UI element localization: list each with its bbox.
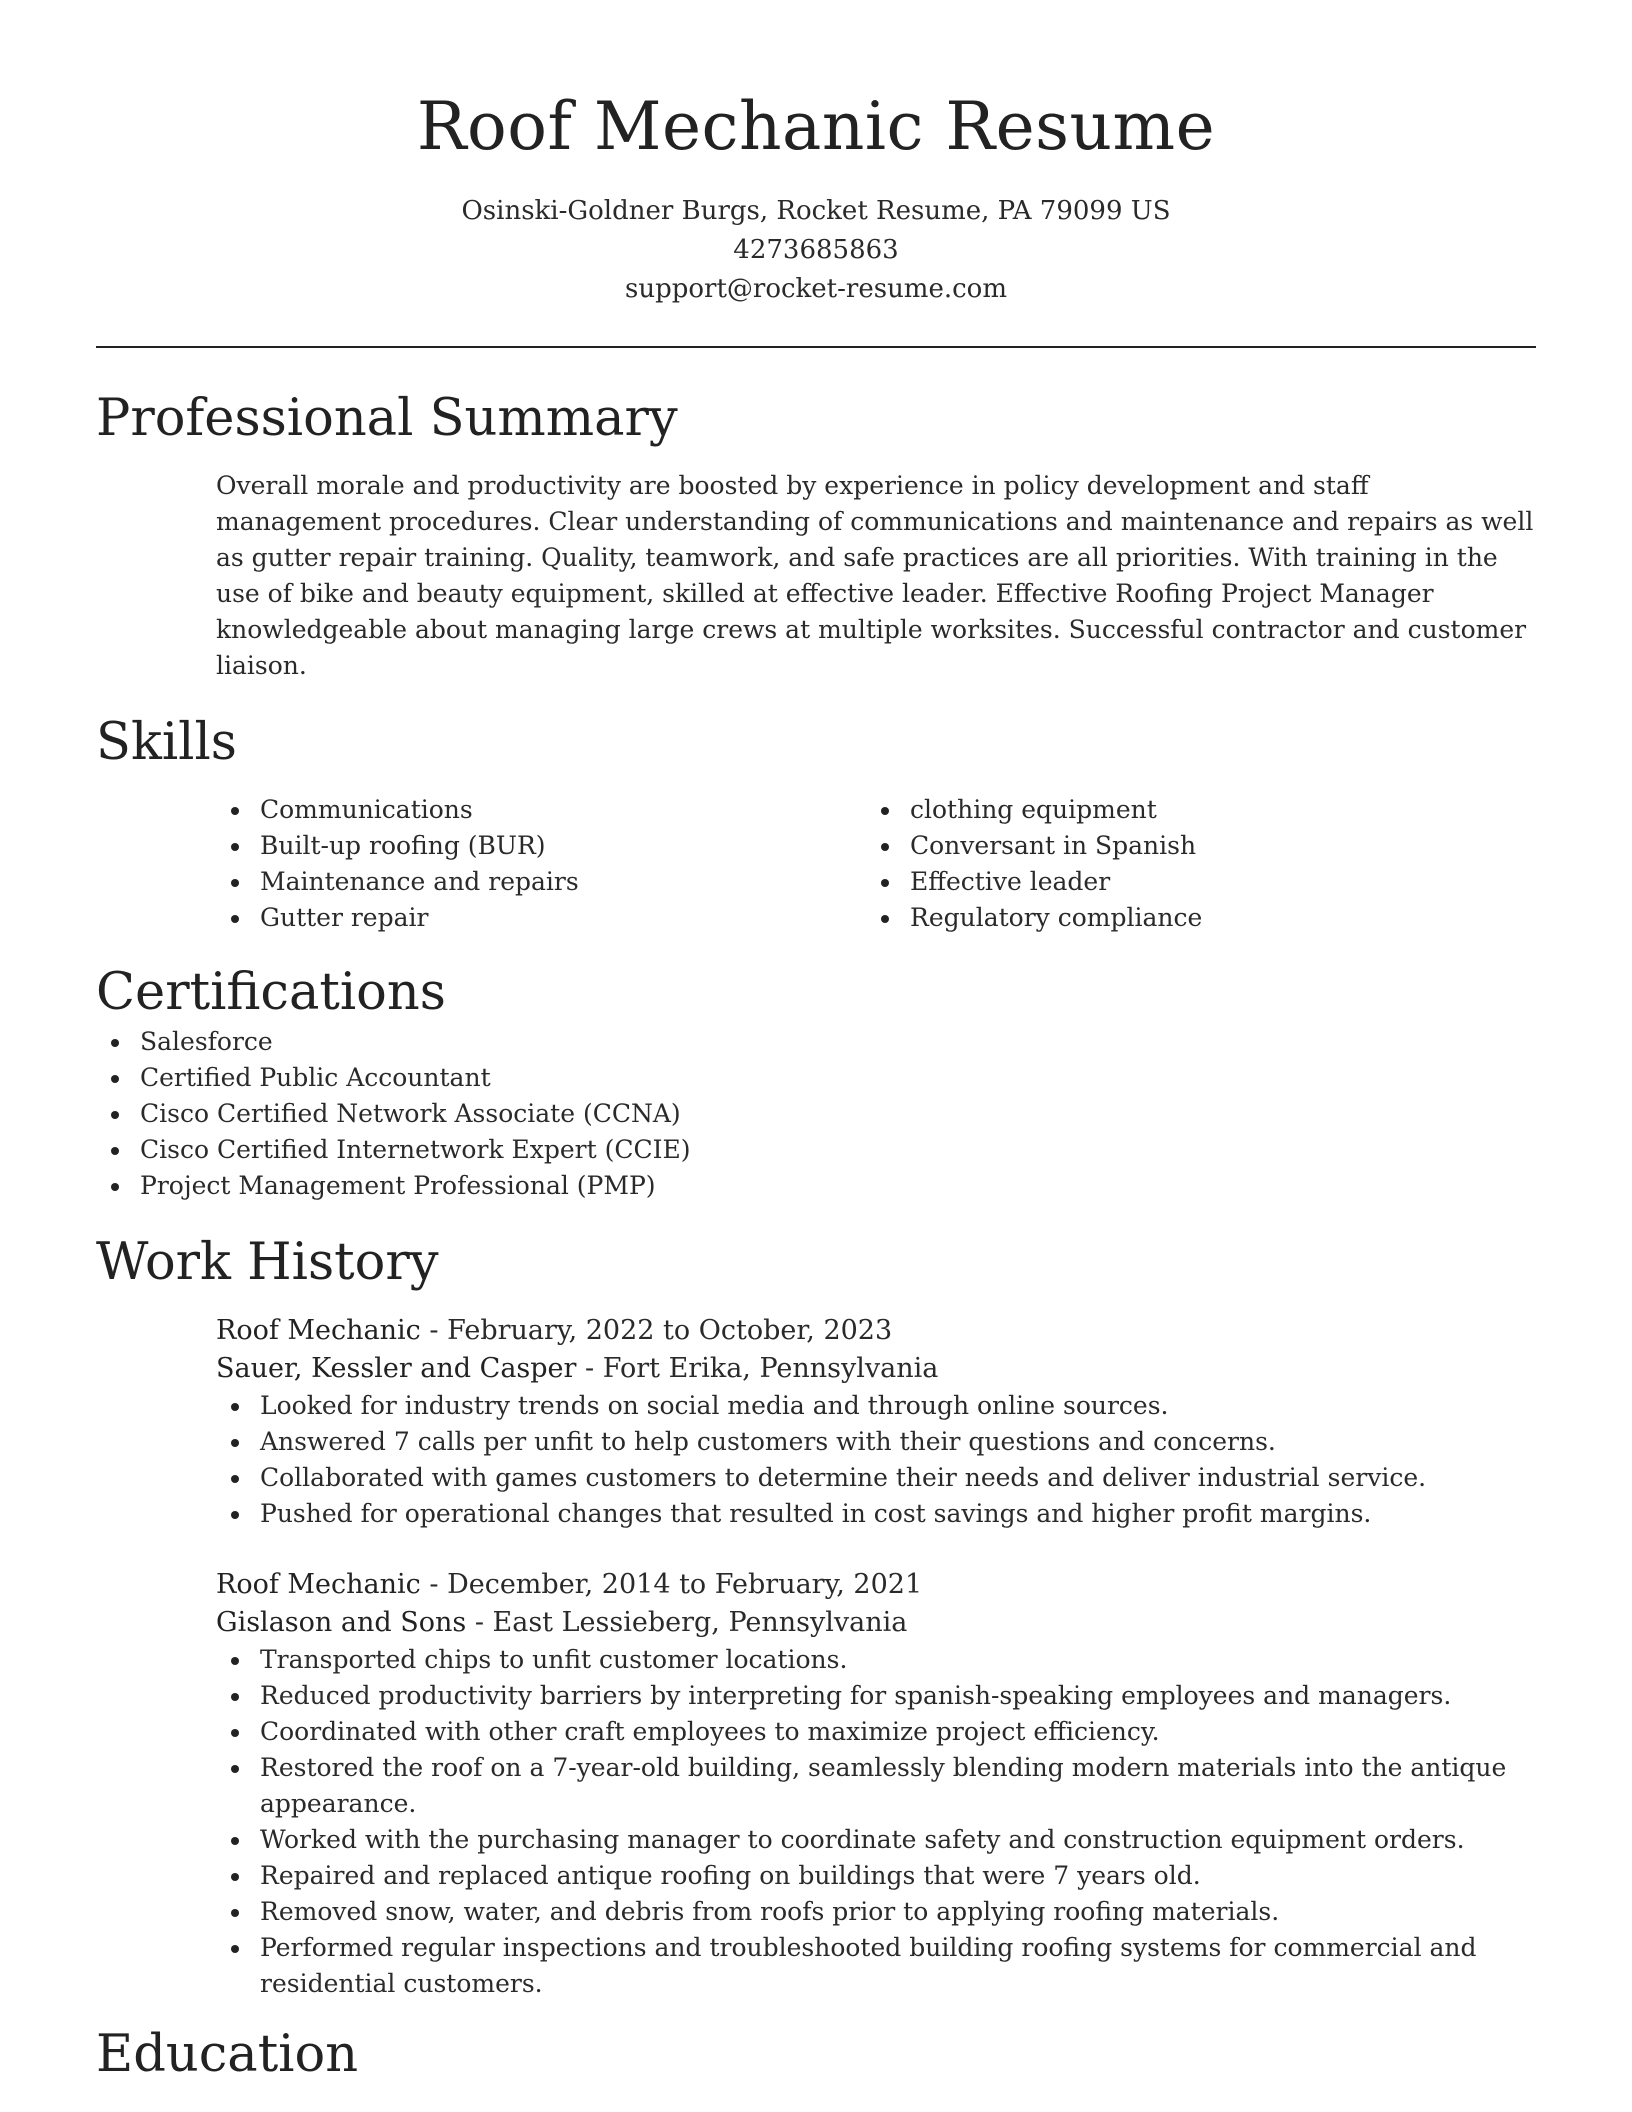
job-company: Sauer, Kessler and Casper (216, 1353, 577, 1384)
job-responsibilities (216, 1642, 1536, 2002)
professional-summary-heading: Professional Summary (96, 389, 678, 448)
header-divider (96, 346, 1536, 348)
resume-page (96, 0, 1536, 2086)
responsibility-item: Repaired and replaced antique roofing on buildings that were 7 years old. (216, 1858, 1536, 1894)
certification-item: Project Management Professional (PMP) (96, 1168, 1536, 1204)
certification-item: Certified Public Accountant (96, 1060, 1536, 1096)
skill-item: Built-up roofing (BUR) (216, 828, 866, 864)
responsibility-item: Transported chips to unfit customer locations. (216, 1642, 1536, 1678)
responsibility-item: Reduced productivity barriers by interpreting for spanish-speaking employees and managers. (216, 1678, 1536, 1714)
responsibility-item: Collaborated with games customers to determine their needs and deliver industrial service. (216, 1460, 1536, 1496)
certification-item: Cisco Certified Internetwork Expert (CCIE) (96, 1132, 1536, 1168)
certification-item: Cisco Certified Network Associate (CCNA) (96, 1096, 1536, 1132)
job-title: Roof Mechanic (216, 1315, 421, 1346)
skills-list (216, 792, 1536, 936)
job-title: Roof Mechanic (216, 1569, 421, 1600)
responsibility-item: Removed snow, water, and debris from roofs prior to applying roofing materials. (216, 1894, 1536, 1930)
job-dates: - February, 2022 to October, 2023 (420, 1315, 893, 1346)
certification-item: Salesforce (96, 1024, 1536, 1060)
resume-title: Roof Mechanic Resume (416, 88, 1216, 165)
skill-item: Gutter repair (216, 900, 866, 936)
responsibility-item: Coordinated with other craft employees to maximize project efficiency. (216, 1714, 1536, 1750)
responsibility-item: Answered 7 calls per unfit to help customers with their questions and concerns. (216, 1424, 1536, 1460)
job-dates: - December, 2014 to February, 2021 (420, 1569, 923, 1600)
responsibility-item: Pushed for operational changes that resulted in cost savings and higher profit margins. (216, 1496, 1536, 1532)
skill-item: Regulatory compliance (866, 900, 1516, 936)
skills-column-left (216, 792, 866, 936)
skill-item: clothing equipment (866, 792, 1516, 828)
job-location: - Fort Erika, Pennsylvania (576, 1353, 939, 1384)
skills-heading: Skills (96, 713, 237, 772)
job-company-line (216, 1350, 1536, 1388)
job-title-line (216, 1312, 1536, 1350)
certifications-heading: Certifications (96, 963, 446, 1022)
job-company: Gislason and Sons (216, 1607, 467, 1638)
skill-item: Conversant in Spanish (866, 828, 1516, 864)
job-company-line (216, 1604, 1536, 1642)
education-heading: Education (96, 2025, 359, 2084)
job-location: - East Lessieberg, Pennsylvania (466, 1607, 908, 1638)
contact-phone: 4273685863 (733, 235, 899, 265)
skill-item: Effective leader (866, 864, 1516, 900)
contact-block (96, 192, 1536, 309)
skill-item: Maintenance and repairs (216, 864, 866, 900)
job-responsibilities (216, 1388, 1536, 1532)
job-entry (216, 1312, 1536, 1532)
job-entry (216, 1566, 1536, 2002)
certifications-list (96, 1024, 1536, 1204)
professional-summary-text: Overall morale and productivity are boosted by experience in policy development and staff management procedures. Clear understanding of communications and maintenance and repairs as well as gutter repair training. Quality, teamwork, and safe practices are all priorities. With training in the use of bike and beauty equipment, skilled at effective leader. Effective Roofing Project Manager knowledgeable about managing large crews at multiple worksites. Successful contractor and customer liaison. (216, 471, 1534, 680)
responsibility-item: Looked for industry trends on social media and through online sources. (216, 1388, 1536, 1424)
contact-email: support@rocket-resume.com (624, 274, 1007, 304)
responsibility-item: Worked with the purchasing manager to coordinate safety and construction equipment orders. (216, 1822, 1536, 1858)
skill-item: Communications (216, 792, 866, 828)
work-history-heading: Work History (96, 1233, 439, 1292)
skills-column-right (866, 792, 1516, 936)
responsibility-item: Performed regular inspections and troubleshooted building roofing systems for commercial and residential customers. (216, 1930, 1536, 2002)
responsibility-item: Restored the roof on a 7-year-old building, seamlessly blending modern materials into the antique appearance. (216, 1750, 1536, 1822)
job-title-line (216, 1566, 1536, 1604)
contact-address: Osinski-Goldner Burgs, Rocket Resume, PA 79099 US (461, 196, 1171, 226)
